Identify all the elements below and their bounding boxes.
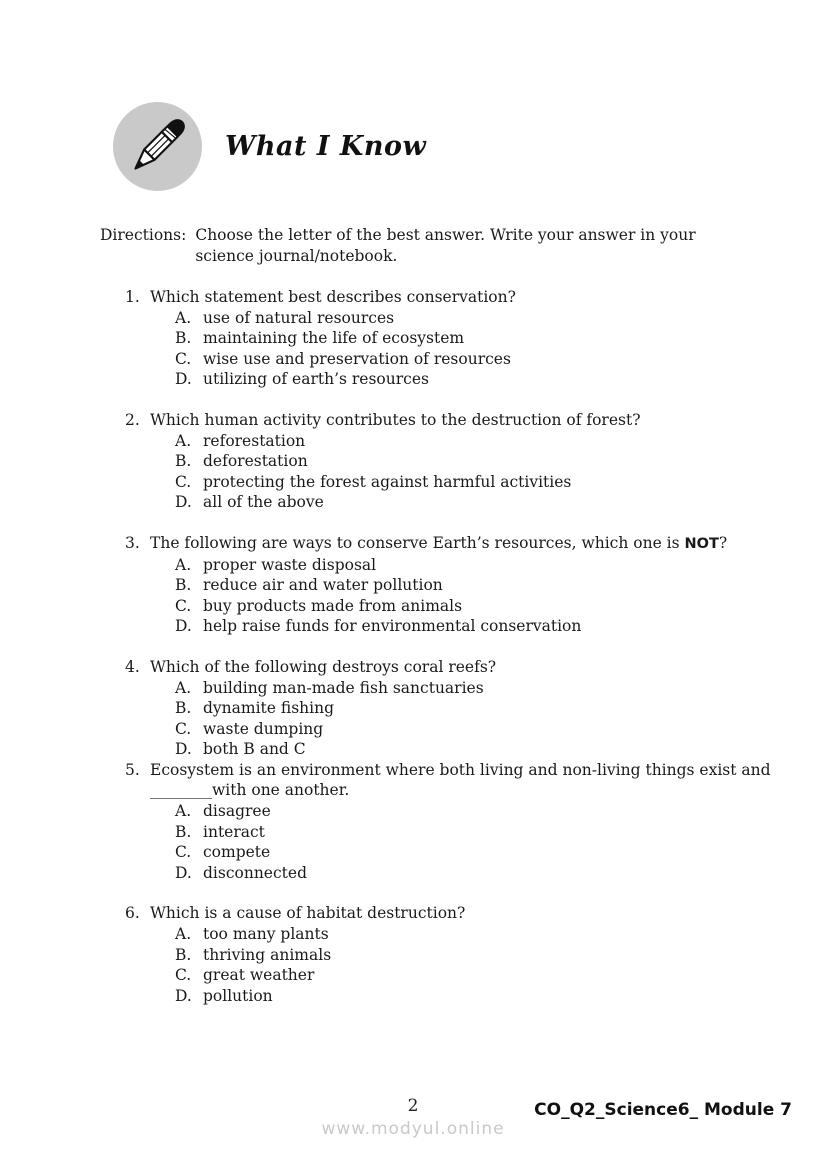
option-text: building man-made fish sanctuaries bbox=[203, 678, 484, 697]
option-a bbox=[175, 555, 795, 576]
question-text bbox=[150, 657, 795, 678]
question-text bbox=[150, 760, 795, 801]
option-text: reforestation bbox=[203, 431, 306, 450]
question-number: 2. bbox=[125, 410, 140, 429]
option-text: compete bbox=[203, 843, 271, 862]
question-text-main: Which is a cause of habitat destruction? bbox=[150, 904, 466, 923]
question-body bbox=[150, 533, 795, 637]
option-letter: A. bbox=[175, 431, 192, 450]
option-letter: C. bbox=[175, 596, 192, 615]
quiz-question-list bbox=[125, 287, 795, 1026]
option-letter: A. bbox=[175, 925, 192, 944]
options-list bbox=[150, 924, 795, 1006]
option-b bbox=[175, 698, 795, 719]
option-text: reduce air and water pollution bbox=[203, 576, 443, 595]
option-text: dynamite fishing bbox=[203, 699, 335, 718]
question-1 bbox=[125, 287, 795, 390]
option-letter: D. bbox=[175, 370, 192, 389]
option-text: thriving animals bbox=[203, 945, 332, 964]
option-letter: B. bbox=[175, 945, 192, 964]
directions-text: Choose the letter of the best answer. Write your answer in your science journal/notebook. bbox=[195, 226, 696, 265]
option-text: too many plants bbox=[203, 925, 329, 944]
directions-label: Directions: bbox=[100, 226, 187, 244]
option-letter: A. bbox=[175, 555, 192, 574]
option-letter: D. bbox=[175, 617, 192, 636]
option-text: buy products made from animals bbox=[203, 596, 463, 615]
pencil-icon-svg bbox=[113, 102, 202, 191]
option-text: proper waste disposal bbox=[203, 555, 377, 574]
option-text: use of natural resources bbox=[203, 308, 395, 327]
option-b bbox=[175, 328, 795, 349]
question-body bbox=[150, 287, 795, 390]
option-text: interact bbox=[203, 822, 265, 841]
question-6 bbox=[125, 903, 795, 1006]
question-text bbox=[150, 533, 795, 555]
option-a bbox=[175, 431, 795, 452]
option-text: wise use and preservation of resources bbox=[203, 349, 511, 368]
question-text-main: Ecosystem is an environment where both living and non-living things exist and ________with one another. bbox=[150, 760, 771, 800]
question-text-main: Which human activity contributes to the destruction of forest? bbox=[150, 410, 641, 429]
option-a bbox=[175, 924, 795, 945]
option-text: disagree bbox=[203, 802, 271, 821]
option-c bbox=[175, 596, 795, 617]
option-letter: B. bbox=[175, 699, 192, 718]
option-d bbox=[175, 616, 795, 637]
question-number: 3. bbox=[125, 533, 140, 552]
option-letter: B. bbox=[175, 576, 192, 595]
option-d bbox=[175, 492, 795, 513]
option-text: deforestation bbox=[203, 452, 308, 471]
question-2 bbox=[125, 410, 795, 513]
question-body bbox=[150, 760, 795, 884]
question-number: 6. bbox=[125, 904, 140, 923]
question-text bbox=[150, 903, 795, 924]
option-a bbox=[175, 678, 795, 699]
option-letter: D. bbox=[175, 986, 192, 1005]
option-a bbox=[175, 308, 795, 329]
option-text: maintaining the life of ecosystem bbox=[203, 329, 465, 348]
question-text-main: Which statement best describes conservation? bbox=[150, 288, 516, 306]
directions bbox=[100, 225, 748, 266]
question-body bbox=[150, 903, 795, 1006]
option-letter: B. bbox=[175, 452, 192, 471]
question-text-main: Which of the following destroys coral reefs? bbox=[150, 657, 497, 676]
option-letter: A. bbox=[175, 308, 192, 327]
option-letter: D. bbox=[175, 740, 192, 759]
module-label: CO_Q2_Science6_ Module 7 bbox=[534, 1100, 792, 1120]
option-text: great weather bbox=[203, 966, 315, 985]
options-list bbox=[150, 308, 795, 390]
question-body bbox=[150, 410, 795, 513]
option-text: protecting the forest against harmful activities bbox=[203, 472, 572, 491]
option-letter: C. bbox=[175, 719, 192, 738]
pencil-icon bbox=[113, 102, 202, 191]
question-4 bbox=[125, 657, 795, 760]
question-body bbox=[150, 657, 795, 760]
option-text: utilizing of earth’s resources bbox=[203, 370, 429, 389]
question-3 bbox=[125, 533, 795, 637]
option-text: help raise funds for environmental conservation bbox=[203, 617, 582, 636]
options-list bbox=[150, 431, 795, 513]
option-d bbox=[175, 369, 795, 390]
option-c bbox=[175, 842, 795, 863]
question-text bbox=[150, 287, 795, 308]
option-letter: A. bbox=[175, 678, 192, 697]
option-d bbox=[175, 739, 795, 760]
option-c bbox=[175, 472, 795, 493]
option-text: pollution bbox=[203, 986, 273, 1005]
option-a bbox=[175, 801, 795, 822]
question-number: 4. bbox=[125, 657, 140, 676]
option-text: all of the above bbox=[203, 493, 324, 512]
option-text: both B and C bbox=[203, 740, 306, 759]
option-b bbox=[175, 575, 795, 596]
option-c bbox=[175, 349, 795, 370]
option-letter: B. bbox=[175, 329, 192, 348]
question-number: 1. bbox=[125, 288, 140, 306]
option-letter: C. bbox=[175, 472, 192, 491]
option-b bbox=[175, 945, 795, 966]
question-text-main: The following are ways to conserve Earth’s resources, which one is bbox=[150, 533, 685, 552]
option-letter: D. bbox=[175, 493, 192, 512]
option-d bbox=[175, 986, 795, 1007]
page-number: 2 bbox=[407, 1096, 419, 1116]
option-letter: C. bbox=[175, 843, 192, 862]
option-letter: B. bbox=[175, 822, 192, 841]
options-list bbox=[150, 678, 795, 760]
question-number: 5. bbox=[125, 760, 140, 779]
option-b bbox=[175, 822, 795, 843]
option-letter: C. bbox=[175, 966, 192, 985]
option-c bbox=[175, 719, 795, 740]
option-c bbox=[175, 965, 795, 986]
question-text-after: ? bbox=[718, 533, 728, 552]
question-text-bold: NOT bbox=[684, 535, 719, 552]
option-text: waste dumping bbox=[203, 719, 324, 738]
options-list bbox=[150, 555, 795, 637]
option-b bbox=[175, 451, 795, 472]
option-letter: A. bbox=[175, 802, 192, 821]
option-d bbox=[175, 863, 795, 884]
watermark-text: www.modyul.online bbox=[321, 1119, 505, 1139]
option-letter: D. bbox=[175, 863, 192, 882]
page-title: What I Know bbox=[225, 131, 427, 162]
option-text: disconnected bbox=[203, 863, 307, 882]
options-list bbox=[150, 801, 795, 883]
question-5 bbox=[125, 760, 795, 884]
question-text bbox=[150, 410, 795, 431]
option-letter: C. bbox=[175, 349, 192, 368]
